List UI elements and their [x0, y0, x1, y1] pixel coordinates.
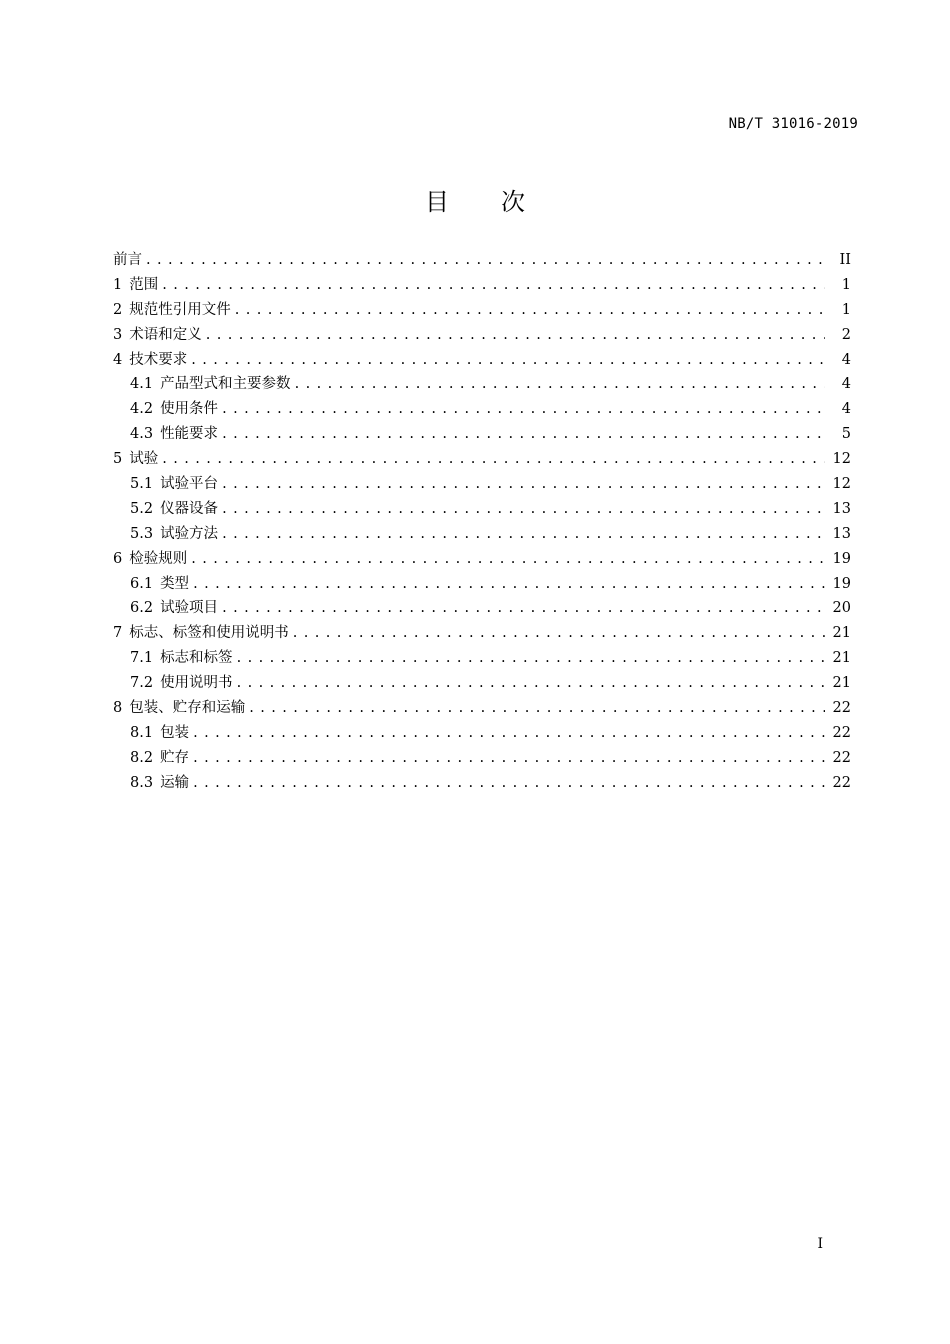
toc-entry-title: 试验方法	[160, 525, 219, 542]
toc-entry[interactable]	[113, 746, 851, 771]
toc-entry-page: 22	[832, 700, 851, 717]
table-of-contents	[113, 248, 851, 796]
toc-entry-label	[130, 472, 222, 497]
toc-entry-title: 包装	[160, 724, 190, 741]
toc-entry[interactable]	[113, 348, 851, 373]
toc-entry-title: 包装、贮存和运输	[129, 700, 246, 717]
toc-dot-leader	[193, 746, 824, 771]
toc-entry[interactable]	[113, 397, 851, 422]
toc-entry-title: 检验规则	[129, 550, 188, 567]
toc-entry[interactable]	[113, 447, 851, 472]
toc-dot-leader	[162, 447, 824, 472]
toc-entry-number: 4.2	[130, 401, 154, 418]
toc-dot-leader	[222, 596, 824, 621]
toc-entry-page: 19	[832, 550, 851, 567]
toc-entry-title: 试验项目	[160, 600, 219, 617]
toc-entry-page: 19	[832, 575, 851, 592]
toc-dot-leader	[295, 372, 825, 397]
toc-entry-number: 2	[113, 301, 123, 318]
toc-dot-leader	[206, 323, 825, 348]
toc-entry[interactable]	[113, 771, 851, 796]
toc-entry-label	[130, 397, 222, 422]
toc-entry-label	[113, 547, 191, 572]
toc-entry[interactable]	[113, 472, 851, 497]
toc-entry-page: II	[839, 252, 851, 268]
toc-entry-title: 性能要求	[160, 426, 219, 443]
toc-entry-title: 术语和定义	[129, 326, 202, 343]
toc-entry-number: 5.3	[130, 525, 154, 542]
toc-entry-number: 5	[113, 451, 123, 468]
toc-entry-label	[113, 696, 249, 721]
toc-dot-leader	[162, 273, 825, 298]
toc-entry-label	[113, 298, 235, 323]
toc-entry-title: 贮存	[160, 749, 190, 766]
toc-entry-number: 3	[113, 326, 123, 343]
toc-entry-label	[130, 771, 193, 796]
toc-entry[interactable]	[113, 323, 851, 348]
toc-entry-number: 8.2	[130, 749, 154, 766]
toc-entry-label	[113, 323, 206, 348]
toc-entry-page: 20	[832, 600, 851, 617]
standard-code: NB/T 31016-2019	[728, 116, 858, 132]
toc-entry-label	[113, 248, 146, 273]
toc-entry-label	[130, 721, 193, 746]
toc-entry-label	[130, 572, 193, 597]
toc-title-char-1: 目	[425, 188, 449, 216]
toc-entry-title: 试验	[129, 451, 159, 468]
toc-entry-page: 21	[832, 650, 851, 667]
toc-entry-title: 标志、标签和使用说明书	[129, 625, 289, 642]
toc-entry-title: 技术要求	[129, 351, 188, 368]
toc-dot-leader	[191, 547, 824, 572]
toc-entry[interactable]	[113, 273, 851, 298]
toc-entry-page: 12	[832, 451, 851, 468]
toc-entry-number: 4.1	[130, 376, 154, 393]
toc-entry-number: 6.1	[130, 575, 154, 592]
toc-dot-leader	[193, 721, 824, 746]
toc-entry-label	[113, 447, 162, 472]
toc-entry-page: 13	[832, 525, 851, 542]
toc-dot-leader	[249, 696, 824, 721]
toc-entry-label	[130, 497, 222, 522]
toc-entry-title: 类型	[160, 575, 190, 592]
toc-entry[interactable]	[113, 547, 851, 572]
toc-entry-label	[113, 621, 293, 646]
toc-entry-page: 12	[832, 476, 851, 493]
toc-entry[interactable]	[113, 522, 851, 547]
toc-entry-page: 21	[832, 625, 851, 642]
toc-entry[interactable]	[113, 596, 851, 621]
toc-dot-leader	[235, 298, 825, 323]
toc-entry[interactable]	[113, 497, 851, 522]
toc-dot-leader	[222, 497, 824, 522]
toc-entry-number: 8.3	[130, 774, 154, 791]
toc-entry-page: 4	[841, 401, 851, 418]
toc-title	[0, 182, 950, 217]
toc-entry-label	[130, 522, 222, 547]
toc-entry-number: 7	[113, 625, 123, 642]
toc-entry-page: 22	[832, 774, 851, 791]
toc-entry-label	[113, 273, 162, 298]
toc-entry-title: 试验平台	[160, 476, 219, 493]
toc-entry-label	[130, 746, 193, 771]
toc-entry-number: 1	[113, 276, 123, 293]
toc-entry-title: 标志和标签	[160, 650, 233, 667]
toc-dot-leader	[193, 771, 824, 796]
toc-dot-leader	[222, 397, 825, 422]
toc-entry-title: 产品型式和主要参数	[160, 376, 291, 393]
toc-entry-page: 4	[841, 351, 851, 368]
toc-dot-leader	[237, 671, 825, 696]
toc-entry-number: 6.2	[130, 600, 154, 617]
toc-entry[interactable]	[113, 621, 851, 646]
toc-entry-number: 7.1	[130, 650, 154, 667]
toc-entry-number: 7.2	[130, 675, 154, 692]
toc-entry[interactable]	[113, 696, 851, 721]
toc-entry-page: 22	[832, 724, 851, 741]
toc-entry-page: 5	[841, 426, 851, 443]
toc-dot-leader	[222, 472, 824, 497]
toc-entry-title: 使用说明书	[160, 675, 233, 692]
toc-entry-number: 4	[113, 351, 123, 368]
toc-entry-page: 4	[841, 376, 851, 393]
toc-entry[interactable]	[113, 298, 851, 323]
toc-entry-page: 13	[832, 500, 851, 517]
toc-entry-page: 21	[832, 675, 851, 692]
toc-entry-title: 仪器设备	[160, 500, 219, 517]
toc-entry-title: 使用条件	[160, 401, 219, 418]
toc-entry[interactable]	[113, 248, 851, 273]
toc-entry[interactable]	[113, 646, 851, 671]
toc-dot-leader	[237, 646, 825, 671]
toc-entry-page: 1	[841, 276, 851, 293]
toc-entry-label	[113, 348, 191, 373]
toc-entry-title: 范围	[129, 276, 159, 293]
toc-entry-title: 运输	[160, 774, 190, 791]
toc-entry-number: 6	[113, 550, 123, 567]
toc-entry-label	[130, 671, 237, 696]
toc-entry-page: 2	[841, 326, 851, 343]
toc-entry[interactable]	[113, 422, 851, 447]
toc-entry-label	[130, 596, 222, 621]
toc-dot-leader	[193, 572, 824, 597]
toc-entry-title: 前言	[113, 252, 142, 268]
toc-entry-number: 5.1	[130, 476, 154, 493]
toc-entry[interactable]	[113, 372, 851, 397]
toc-dot-leader	[222, 522, 824, 547]
toc-dot-leader	[146, 248, 825, 273]
toc-entry[interactable]	[113, 721, 851, 746]
toc-entry[interactable]	[113, 572, 851, 597]
toc-entry-label	[130, 646, 237, 671]
page-number: I	[817, 1236, 823, 1252]
toc-entry-label	[130, 422, 222, 447]
toc-entry[interactable]	[113, 671, 851, 696]
toc-title-char-2: 次	[501, 188, 525, 216]
toc-entry-label	[130, 372, 295, 397]
toc-dot-leader	[222, 422, 825, 447]
toc-entry-number: 8.1	[130, 724, 154, 741]
toc-entry-page: 1	[841, 301, 851, 318]
toc-dot-leader	[191, 348, 825, 373]
toc-dot-leader	[293, 621, 825, 646]
toc-entry-page: 22	[832, 749, 851, 766]
toc-entry-number: 5.2	[130, 500, 154, 517]
toc-entry-title: 规范性引用文件	[129, 301, 231, 318]
toc-entry-number: 8	[113, 700, 123, 717]
toc-entry-number: 4.3	[130, 426, 154, 443]
